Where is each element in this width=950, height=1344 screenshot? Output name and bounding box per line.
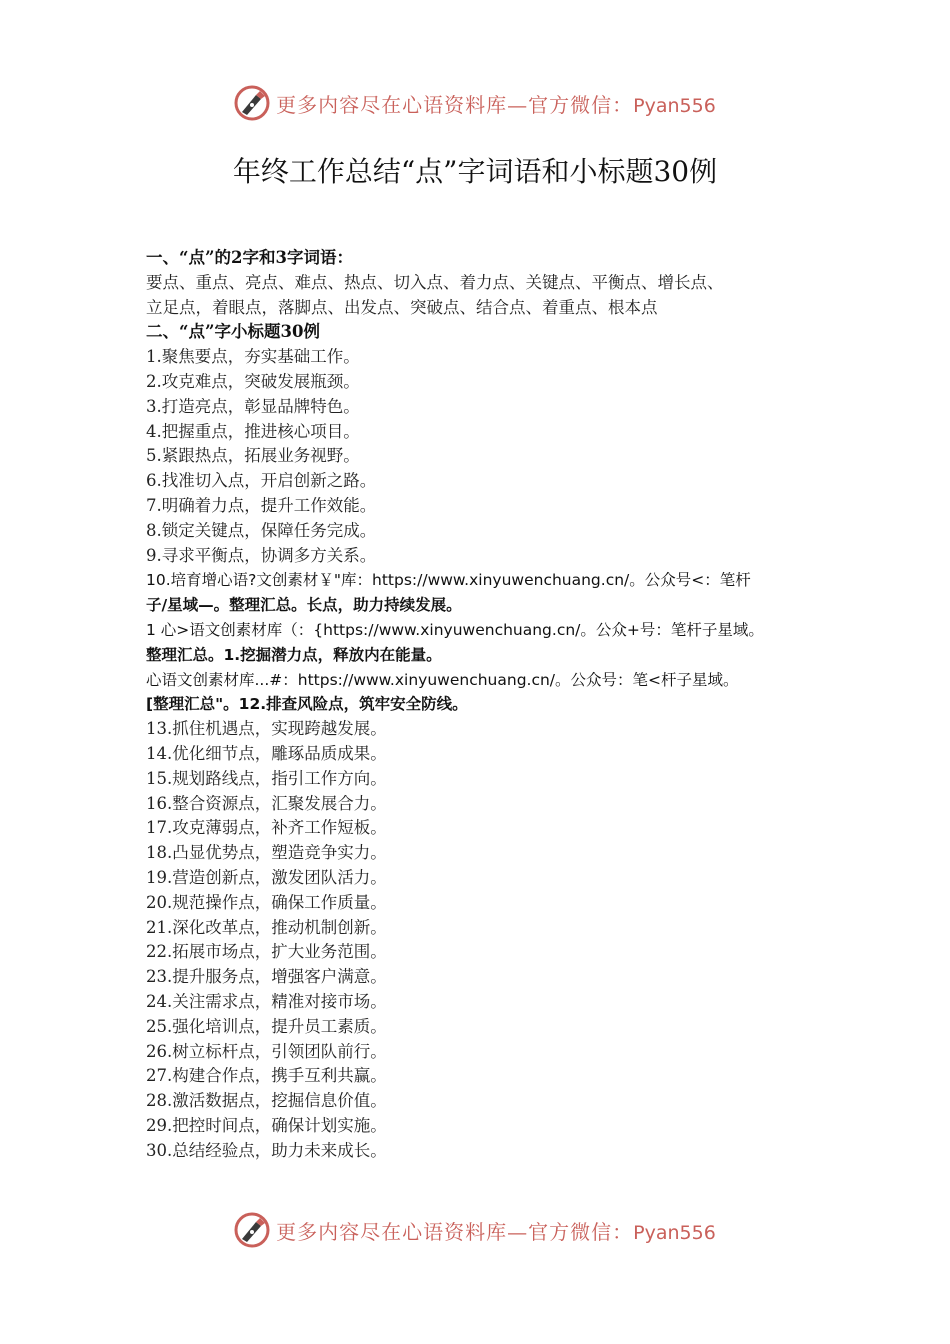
header-banner [0,83,950,123]
document-body [146,246,826,1163]
list-item: 5.紧跟热点，拓展业务视野。 [146,446,360,466]
pen-nib-logo-icon [234,1212,270,1248]
watermark-line: 1 心>语文创素材库（：{https://www.xinyuwenchuang.cn/。公众+号：笔杆子星域。 [146,620,764,639]
list-item: 17.攻克薄弱点，补齐工作短板。 [146,818,387,838]
list-item: 28.激活数据点，挖掘信息价值。 [146,1091,387,1111]
list-item: 15.规划路线点，指引工作方向。 [146,768,387,788]
list-item: 25.强化培训点，提升员工素质。 [146,1016,387,1036]
pen-nib-logo-icon [234,85,270,121]
footer-banner [0,1210,950,1250]
watermark-line: 10.培育增心语?文创素材￥"库：https://www.xinyuwenchuang.cn/。公众号<：笔杆 [146,571,751,590]
list-item: 9.寻求平衡点，协调多方关系。 [146,545,377,565]
page-title: 年终工作总结“点”字词语和小标题30例 [232,155,718,188]
list-item: 7.明确着力点，提升工作效能。 [146,495,377,515]
list-item: 26.树立标杆点，引领团队前行。 [146,1041,387,1061]
list-item: 6.找准切入点，开启创新之路。 [146,471,377,491]
section1-heading: 一、“点”的2字和3字词语： [146,248,353,267]
list-item: 19.营造创新点，激发团队活力。 [146,867,387,887]
banner-text: 更多内容尽在心语资料库—官方微信：Pyan556 [276,1219,716,1244]
list-item: 27.构建合作点，携手互利共赢。 [146,1066,387,1086]
list-item: 20.规范操作点，确保工作质量。 [146,892,387,912]
list-item: 22.拓展市场点，扩大业务范围。 [146,942,387,962]
list-item: 23.提升服务点，增强客户满意。 [146,967,387,987]
watermark-line: [整理汇总"。12.排查风险点，筑牢安全防线。 [146,695,468,714]
list-item: 16.整合资源点，汇聚发展合力。 [146,793,387,813]
watermark-line: 心语文创素材库...#：https://www.xinyuwenchuang.cn/。公众号：笔<杆子星域。 [146,670,739,689]
list-item: 18.凸显优势点，塑造竞争实力。 [146,843,387,863]
words-line: 立足点，着眼点，落脚点、出发点、突破点、结合点、着重点、根本点 [146,297,658,317]
watermark-line: 子/星域—。整理汇总。长点，助力持续发展。 [146,596,462,615]
watermark-line: 整理汇总。1.挖掘潜力点，释放内在能量。 [146,645,442,664]
list-item: 30.总结经验点，助力未来成长。 [146,1140,387,1160]
list-item: 2.攻克难点，突破发展瓶颈。 [146,371,360,391]
list-item: 21.深化改革点，推动机制创新。 [146,917,387,937]
banner-text: 更多内容尽在心语资料库—官方微信：Pyan556 [276,92,716,117]
list-item: 3.打造亮点，彰显品牌特色。 [146,396,360,416]
list-item: 4.把握重点，推进核心项目。 [146,421,360,441]
list-item: 8.锁定关键点，保障任务完成。 [146,520,377,540]
list-item: 1.聚焦要点，夯实基础工作。 [146,347,360,367]
list-item: 24.关注需求点，精准对接市场。 [146,991,387,1011]
list-item: 29.把控时间点，确保计划实施。 [146,1115,387,1135]
list-item: 13.抓住机遇点，实现跨越发展。 [146,719,387,739]
list-item: 14.优化细节点，雕琢品质成果。 [146,743,387,763]
words-line: 要点、重点、亮点、难点、热点、切入点、着力点、关键点、平衡点、增长点、 [146,272,724,292]
section2-heading: 二、“点”字小标题30例 [146,322,320,342]
